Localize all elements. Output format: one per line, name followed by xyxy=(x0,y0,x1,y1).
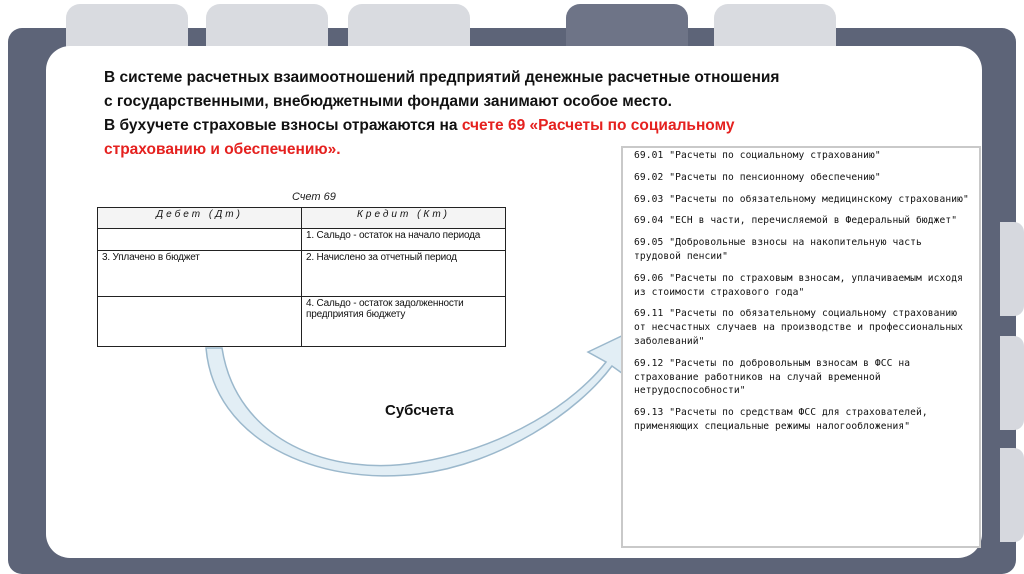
intro-line-3-prefix: В бухучете страховые взносы отражаются на xyxy=(104,117,462,134)
intro-line-4-highlight: страхованию и обеспечению». xyxy=(104,141,341,158)
subaccount-item: 69.12 "Расчеты по добровольным взносам в ФСС на страхование работников на случай временной нетрудоспособности" xyxy=(634,357,911,397)
subaccount-item: 69.01 "Расчеты по социальному страхованию" xyxy=(634,150,881,161)
subaccounts-label: Субсчета xyxy=(385,402,454,419)
intro-line-3-highlight: счете 69 «Расчеты по социальному xyxy=(461,117,735,134)
subaccount-item: 69.03 "Расчеты по обязательному медицинскому страхованию" xyxy=(634,193,969,205)
credit-cell-2: 2. Начислено за отчетный период xyxy=(302,251,506,297)
subaccounts-list xyxy=(634,149,974,442)
subaccount-item: 69.11 "Расчеты по обязательному социальному страхованию от несчастных случаев на производстве и профессиональных заболеваний" xyxy=(634,308,964,347)
subaccount-item: 69.04 "ЕСН в части, перечисляемой в Федеральный бюджет" xyxy=(634,215,958,227)
subaccount-item: 69.02 "Расчеты по пенсионному обеспечению" xyxy=(634,171,881,183)
debit-header: Дебет (Дт) xyxy=(98,208,302,229)
credit-cell-3: 4. Сальдо - остаток задолженности предприятия бюджету xyxy=(302,297,506,347)
subaccount-item: 69.05 "Добровольные взносы на накопительную часть трудовой пенсии" xyxy=(634,237,922,262)
intro-line-1: В системе расчетных взаимоотношений предприятий денежные расчетные отношения xyxy=(104,69,780,86)
subaccount-item: 69.06 "Расчеты по страховым взносам, уплачиваемым исходя из стоимости страхового года" xyxy=(634,272,964,298)
account-title: Счет 69 xyxy=(292,191,336,203)
debit-cell-2: 3. Уплачено в бюджет xyxy=(98,251,302,297)
credit-header: Кредит (Кт) xyxy=(302,208,506,229)
credit-cell-1: 1. Сальдо - остаток на начало периода xyxy=(302,229,506,251)
subaccount-item: 69.13 "Расчеты по средствам ФСС для страхователей, применяющих специальные режимы налогообложения" xyxy=(634,407,928,432)
intro-line-2: с государственными, внебюджетными фондами занимают особое место. xyxy=(104,93,672,110)
